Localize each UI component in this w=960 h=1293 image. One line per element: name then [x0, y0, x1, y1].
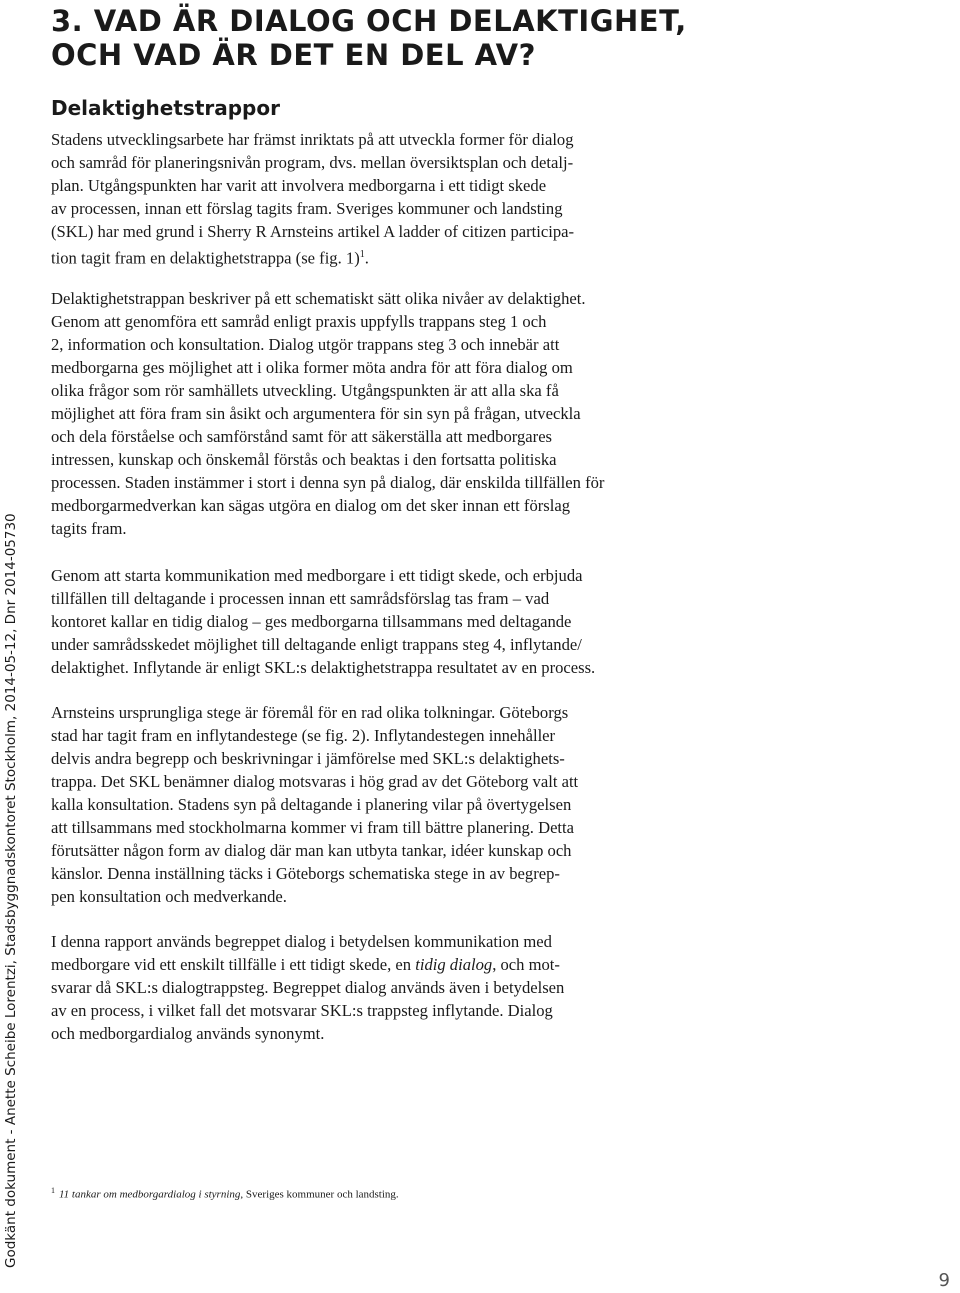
footnote-title: 11 tankar om medborgardialog i styrning [59, 1188, 241, 1201]
paragraph-line: tagits fram. [51, 519, 127, 538]
paragraph-line: kontoret kallar en tidig dialog – ges medborgarna tillsammans med deltagande [51, 612, 572, 631]
paragraph-line: och dela förståelse och samförstånd samt för att säkerställa att medborgares [51, 427, 553, 446]
footnote-text: , Sveriges kommuner och landsting. [240, 1188, 399, 1201]
footnote [51, 1184, 651, 1202]
paragraph-line: plan. Utgångspunkten har varit att involvera medborgarna i ett tidigt skede [51, 176, 547, 195]
paragraph-line: att tillsammans med stockholmarna kommer vi fram till bättre planering. Detta [51, 818, 575, 837]
paragraph-line: Genom att starta kommunikation med medborgare i ett tidigt skede, och erbjuda [51, 566, 583, 585]
page-heading [51, 4, 911, 72]
paragraph-line: Delaktighetstrappan beskriver på ett schematiskt sätt olika nivåer av delaktighet. [51, 289, 586, 308]
paragraph-line: möjlighet att föra fram sin åsikt och argumentera för sin syn på frågan, utveckla [51, 404, 581, 423]
paragraph-line: 2, information och konsultation. Dialog utgör trappans steg 3 och innebär att [51, 335, 560, 354]
paragraph-line: olika frågor som rör samhällets utveckling. Utgångspunkten är att alla ska få [51, 381, 559, 400]
paragraph-line [51, 243, 647, 270]
paragraph-line: stad har tagit fram en inflytandestege (se fig. 2). Inflytandestegen innehåller [51, 726, 556, 745]
paragraph-text: medborgare vid ett enskilt tillfälle i ett tidigt skede, en [51, 955, 416, 974]
heading-line-1: 3. VAD ÄR DIALOG OCH DELAKTIGHET, [51, 4, 687, 38]
paragraph-text: tion tagit fram en delaktighetstrappa (se fig. 1) [51, 248, 360, 268]
paragraph-line: medborgarmedverkan kan sägas utgöra en dialog om det sker innan ett förslag [51, 496, 571, 515]
paragraph-line: I denna rapport används begreppet dialog i betydelsen kommunikation med [51, 932, 552, 951]
paragraph-line: Stadens utvecklingsarbete har främst inriktats på att utveckla former för dialog [51, 130, 574, 149]
paragraph-line: under samrådsskedet möjlighet till deltagande enligt trappans steg 4, inflytande/ [51, 635, 582, 654]
paragraph-line: tillfällen till deltagande i processen innan ett samrådsförslag tas fram – vad [51, 589, 550, 608]
paragraph-line: kalla konsultation. Stadens syn på deltagande i planering vilar på övertygelsen [51, 795, 572, 814]
paragraph-line: delvis andra begrepp och beskrivningar i jämförelse med SKL:s delaktighets- [51, 749, 565, 768]
paragraph-line: av processen, innan ett förslag tagits fram. Sveriges kommuner och landsting [51, 199, 563, 218]
paragraph-line: intressen, kunskap och önskemål förstås och beaktas i den fortsatta politiska [51, 450, 557, 469]
paragraph-line: av en process, i vilket fall det motsvarar SKL:s trappsteg inflytande. Dialog [51, 1001, 553, 1020]
paragraph-line: processen. Staden instämmer i stort i denna syn på dialog, där enskilda tillfällen för [51, 473, 605, 492]
paragraph-2 [51, 287, 647, 540]
paragraph-line: (SKL) har med grund i Sherry R Arnsteins artikel A ladder of citizen participa- [51, 222, 575, 241]
paragraph-line: och medborgardialog används synonymt. [51, 1024, 325, 1043]
paragraph-line: trappa. Det SKL benämner dialog motsvaras i hög grad av det Göteborg valt att [51, 772, 579, 791]
paragraph-line: delaktighet. Inflytande är enligt SKL:s delaktighetstrappa resultatet av en process. [51, 658, 596, 677]
section-subheading: Delaktighetstrappor [51, 96, 280, 120]
heading-line-2: OCH VAD ÄR DET EN DEL AV? [51, 38, 536, 72]
paragraph-1 [51, 128, 647, 270]
paragraph-text: , och mot- [492, 955, 560, 974]
paragraph-4 [51, 701, 647, 908]
paragraph-line: känslor. Denna inställning täcks i Göteborgs schematiska stege in av begrep- [51, 864, 560, 883]
paragraph-line: förutsätter någon form av dialog där man kan utbyta tankar, idéer kunskap och [51, 841, 572, 860]
paragraph-line: och samråd för planeringsnivån program, dvs. mellan översiktsplan och detalj- [51, 153, 574, 172]
footnote-reference: 1 [359, 249, 365, 260]
footnote-number: 1 [51, 1186, 55, 1195]
paragraph-text: . [364, 248, 369, 268]
paragraph-line: Genom att genomföra ett samråd enligt praxis uppfylls trappans steg 1 och [51, 312, 547, 331]
paragraph-line: medborgarna ges möjlighet att i olika former möta andra för att föra dialog om [51, 358, 573, 377]
paragraph-5 [51, 930, 647, 1045]
paragraph-3 [51, 564, 647, 679]
paragraph-line: Arnsteins ursprungliga stege är föremål för en rad olika tolkningar. Göteborgs [51, 703, 569, 722]
page-number: 9 [938, 1270, 950, 1291]
approval-stamp-text: Godkänt dokument - Anette Scheibe Lorentzi, Stadsbyggnadskontoret Stockholm, 2014-05-12, Dnr 2014-05730 [3, 513, 19, 1268]
paragraph-line: svarar då SKL:s dialogtrappsteg. Begreppet dialog används även i betydelsen [51, 978, 565, 997]
paragraph-line [51, 953, 647, 976]
emphasis-text: tidig dialog [415, 955, 493, 974]
paragraph-line: pen konsultation och medverkande. [51, 887, 287, 906]
